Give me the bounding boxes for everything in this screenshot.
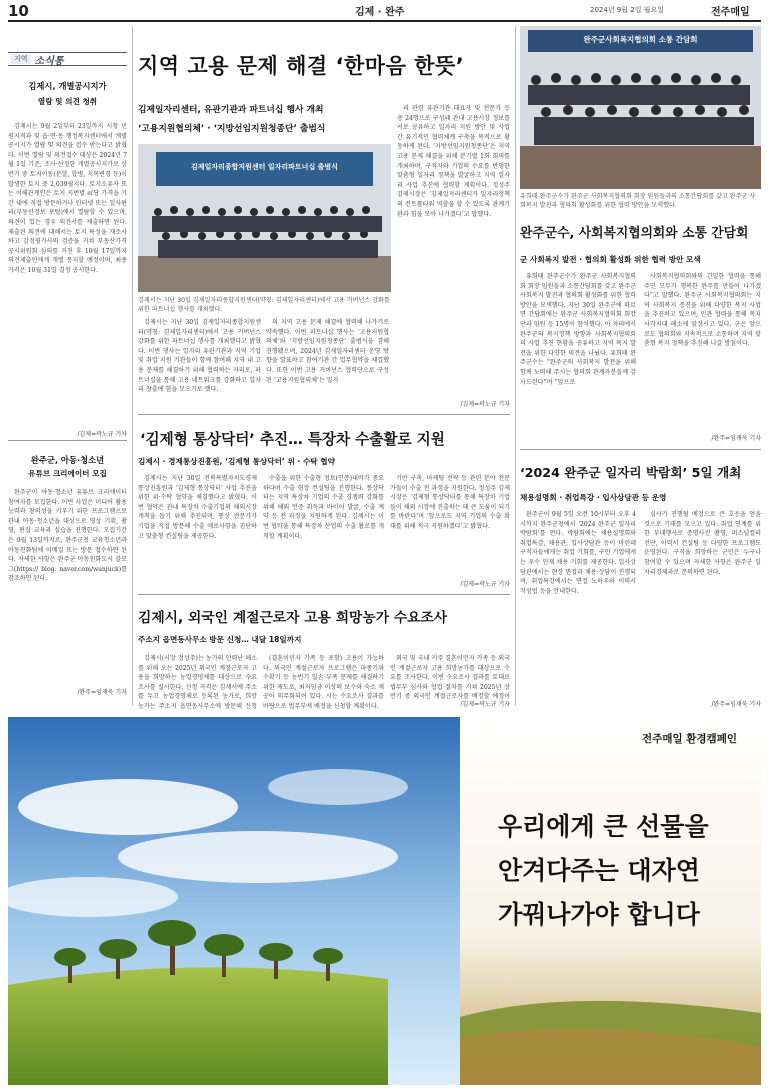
sidebar-story2-body: 완주군이 아동·청소년 유튜브 크리에이터 참여자를 모집한다. 이번 사업은 미디어 활용 능력과 창의성을 키우기 위한 프로그램으로 관내 아동·청소년을 대상으로 영상 기획, 촬영, 편집 교육과 실습을 진행한다. 모집기간은 9월 13일까지로, 완주군청 교육청소년과 아동친화팀에 이메일 또는 방문 접수하면 된다. 자세한 사항은 완주군 아동친화도시 블로그(https:// blog. naver.com/wanjuck)를 참조하면 된다.	[8, 489, 127, 583]
right1-credit: /완주=임재욱 기자	[711, 435, 761, 442]
middle-headline: ‘김제형 통상닥터’ 추진… 특장차 수출활로 지원	[140, 431, 445, 448]
bottom-body-col2: (결혼이민자 가족 등 포함) 고용이 가능하다. 외국인 계절근로자 프로그램은 파종기와 수확기 등 농번기 일손 부족 문제를 해결하기 위한 제도로, 최저임금 이상의 보수와 숙소 제공이 의무화되어 있다. 시는 수요조사 결과를 바탕으로 법무부에 배정을 신청할 계획이다.	[263, 655, 384, 710]
right1-headline: 완주군수, 사회복지협의회와 소통 간담회	[520, 226, 749, 241]
ad-copy-line1: 우리에게 큰 선물을	[498, 812, 709, 841]
main-body-col3: 리 관련 유관기관 대표자 및 전문가 등 총 24명으로 구성돼 관내 고용시장 정보를 서로 공유하고 일자리 지원 방안 및 사업 간 유기적인 협력체계 구축을 목적으로 활동하게 된다. ‘지방선임지원청종단’은 지역 고용 문제 해결을 위해 분기별 1회 회의를 개최하며, 구직자와 기업의 수요를 반영한 맞춤형 일자리 정책을 발굴하고 지역 일자리 사업 추진에 협력할 계획이다. 정성주 김제시장은 ‘김제일자리센터가 일자리정책의 컨트롤타워 역할을 할 수 있도록 관계기관과 힘을 모아 나가겠다’고 말했다.	[397, 105, 510, 218]
right2-credit: /완주=임재욱 기자	[711, 701, 761, 708]
sidebar-tag: 지역	[11, 54, 31, 64]
right1-subhead: 군 사회복지 발전 · 협의회 활성화 위한 협력 방안 모색	[520, 255, 701, 264]
middle-body-col1: 김제시는 지난 30일 전북특별자치도경제통상진흥원과 ‘김제형 통상닥터’ 사업 추진을 위한 위·수탁 협약을 체결했다고 밝혔다. 이번 협약은 관내 특장차 수출기업의 해외시장 개척을 돕기 위해 추진되며, 통상 전문가가 기업을 직접 방문해 수출 애로사항을 진단하고 맞춤형 컨설팅을 제공한다.	[138, 475, 257, 540]
main-credit: /김제=곽노규 기자	[460, 401, 510, 408]
right2-subhead: 채용설명회 · 취업특강 · 입사상담관 등 운영	[520, 493, 667, 502]
middle-divider-bottom	[138, 594, 510, 595]
right2-body-col1: 완주군이 9월 5일 오전 10시부터 오후 4시까지 완주군청에서 ‘2024 완주군 일자리 박람회’를 연다. 박람회에는 채용설명회와 취업특강, 채용관, 입사상담관 등이 마련돼 구직자들에게는 취업 기회를, 구인 기업에게는 우수 인재 채용 기회를 제공한다. 입사상담관에서는 현장 면접과 채용 상담이 진행되며, 취업특강에서는 면접 노하우와 이력서 작성법 등을 안내한다.	[520, 511, 636, 595]
right1-body-col2: 사회복지협의회와의 긴밀한 협력을 통해 주민 모두가 행복한 완주를 만들어 나가겠다”고 말했다. 완주군 사회복지협의회는 지역 사회복지 증진을 위해 다양한 복지 사업을 추진하고 있으며, 민관 협력을 통해 복지 사각지대 해소에 앞장서고 있다. 군은 앞으로도 협의회와 지속적으로 소통하며 지역 맞춤형 복지 정책을 추진해 나갈 방침이다.	[644, 273, 761, 348]
sidebar-story1-headline: 김제시, 개별공시지가	[28, 81, 107, 91]
bottom-headline: 김제시, 외국인 계절근로자 고용 희망농가 수요조사	[138, 610, 448, 626]
masthead: 전주매일	[711, 7, 750, 18]
sidebar-story2-headline: 완주군, 아동·청소년	[30, 455, 105, 465]
header-rule	[8, 20, 761, 22]
main-photo-caption: 김제시는 지난 30일 김제일자리종합지원센터(약칭: 김제일자리센터)에서 고용 거버넌스 강화를 위한 파트너십 행사를 개최했다.	[138, 297, 390, 313]
bottom-body-col1: 김제시(시장 정성주)는 농가의 인력난 해소를 위해 오는 2025년 외국인 계절근로자 고용을 희망하는 농업경영체를 대상으로 수요조사를 실시한다. 신청 자격은 김제시에 주소를 두고 농업경영체로 등록된 농가로, 희망 농가는 주소지 읍면동사무소에 방문해 신청	[138, 655, 257, 710]
main-body-col2: 의 지역 고용 문제 해결에 협력해 나가기로 약속했다. 이번 파트너십 행사는 ‘고용지원협의체’와 ‘지방선임지원청종단’ 출범식을 겸해 진행됐으며, 2024년 김제일자리센터 운영 방향을 발표하고 참여기관 간 업무협약을 체결했다. 또한 이번 고용 거버넌스 협력단으로 구성된 ‘고용지원협의체’는 일자	[266, 319, 389, 384]
sidebar-story2-credit: /완주=임재욱 기자	[77, 689, 127, 696]
middle-body-col3: 기반 구축, 마케팅 전략 등 관련 분야 전문가들이 수출 전 과정을 지원한다. 정성주 김제시장은 ‘김제형 통상닥터를 통해 특장차 기업들이 해외 시장에 진출하는 데 큰 도움이 되기를 바란다’며 ‘앞으로도 지역 기업의 수출 확대를 위해 적극 지원하겠다’고 밝혔다.	[390, 475, 510, 530]
middle-divider-top	[138, 414, 510, 415]
sidebar-divider	[8, 440, 127, 441]
ad-campaign-title: 전주매일 환경캠페인	[642, 733, 737, 745]
main-photo-banner: 김제일자리종합지원센터 일자리파트너십 출범식	[191, 163, 338, 171]
section-title: 김제 · 완주	[355, 7, 405, 18]
page-number: 10	[8, 2, 29, 20]
main-body-col1: 김제시는 지난 30일 김제일자리종합지원센터(약칭: 김제일자리센터)에서 고용 거버넌스 강화를 위한 파트너십 행사를 개최했다고 밝혔다. 이번 행사는 일자리 유관기관과 지역 기업 및 취업 지원 기관들이 함께 참여해 지역 내 고용 문제를 해결하기 위해 협력하는 자리로, 파트너십을 통해 고용 네트워크를 강화하고 일자리 창출에 힘을 모으기로 했다.	[138, 319, 261, 394]
dateline: 2024년 9월 2일 월요일	[590, 6, 664, 14]
sidebar-title: 소식통	[34, 55, 64, 67]
bottom-credit: /김제=곽노규 기자	[460, 701, 510, 708]
right-photo	[520, 26, 761, 189]
column-rule	[132, 26, 133, 706]
sidebar-story2-subhead: 유튜브 크리에이터 모집	[28, 469, 107, 478]
meeting-photo-image	[520, 26, 761, 189]
right2-body-col2: 심사가 진행될 예정으로 큰 호응을 얻을 것으로 기대를 모으고 있다. 취업 연계를 위한 부대행사로 증명사진 촬영, 퍼스널컬러 진단, 이력서 컨설팅 등 다양한 프로그램도 운영된다. 구직을 희망하는 군민은 누구나 참여할 수 있으며 자세한 사항은 완주군 일자리경제과로 문의하면 된다.	[644, 511, 761, 576]
sidebar-story1-credit: /김제=곽노규 기자	[77, 431, 127, 438]
middle-subhead: 김제시 · 경제통상진흥원, ‘김제형 통상닥터’ 위 · 수탁 협약	[138, 457, 335, 466]
sidebar-header	[8, 52, 127, 66]
bottom-subhead: 주소지 읍면동사무소 방문 신청… 내달 18일까지	[138, 635, 302, 644]
main-headline: 지역 고용 문제 해결 ‘한마음 한뜻’	[138, 54, 465, 78]
ad-copy-line2: 안겨다주는 대자연	[498, 856, 700, 885]
middle-credit: /김제=곽노규 기자	[460, 581, 510, 588]
sidebar-story1-body: 김제시는 9월 2일부터 23일까지 시청 민원지적과 및 읍·면·동 행정복지센터에서 개별공시지가 열람 및 의견을 접수 받는다고 밝혔다. 이번 열람 및 의견접수 대상은 2024년 7월 1일 기준, 조사·산정한 개별공시지가로 상반기 중 토지이동(분할, 합병, 지목변경 등)이 발생한 토지 중 2,039필지다. 토지소유자 또는 이해관계인은 토지 지번별 ㎡당 가격을 기간 내에 직접 방문하거나 인터넷 또는 일사편리(부동산정보 포털)에서 열람할 수 있으며, 의견이 있는 경우 의견서를 제출하면 된다. 제출된 의견에 대해서는 토지 특성을 재조사하고 감정평가사의 검증을 거쳐 부동산가격공시위원회 심의를 거친 후 10월 17일까지 의견제출인에게 개별 통지할 예정이며, 최종 가격은 10월 31일 결정 공시한다.	[8, 123, 127, 274]
bottom-body-col3: 외국 및 국내 거주 결혼이민자 가족 등 외국인 계절근로자 고용 희망농가를 대상으로 수요를 조사한다. 이번 수요조사 결과를 토대로 법무부 심사와 협업 절차를 거쳐 2025년 상반기 중 외국인 계절근로자를 배정할 예정이	[390, 655, 510, 700]
right1-body-col1: 유희태 완주군수가 완주군 사회복지협의회 회장 임원들과 소통간담회를 갖고 완주군 사회복지 발전과 협의회 활성화를 위한 협력 방안을 모색했다. 지난 30일 완주군에 따르면 간담회에는 완주군 사회복지협의회 회장단과 임원 등 15명이 참석했다. 이 자리에서 완주군의 복지정책 방향과 사회복지협의회의 사업 추진 현황을 공유하고 지역 복지 발전을 위한 다양한 의견을 나눴다. 유희태 완주군수는 “완주군의 사회복지 발전을 위해 함께 노력해 주시는 협의회 관계자분들께 감사드린다”며 “앞으로	[520, 273, 636, 386]
ad-copy-line3: 가꿔나가야 합니다	[498, 900, 700, 929]
ad-copy	[498, 805, 709, 937]
main-subhead-1: 김제일자리센터, 유관기관과 파트너십 행사 개최	[138, 105, 324, 115]
main-photo	[138, 144, 391, 292]
right-photo-caption: 유희태 완주군수가 완주군 사회복지협의회 회장 임원들과의 소통간담회를 갖고 완주군 사회복지 발전과 협의회 활성화를 위한 협력 방안을 모색했다.	[520, 193, 756, 209]
main-subhead-2: ‘고용지원협의체’ · ‘지방선임지원청종단’ 출범식	[138, 124, 326, 134]
right-divider	[520, 449, 761, 450]
sidebar-story1-subhead: 열람 및 의견 청취	[37, 97, 98, 106]
column-rule-right	[515, 26, 516, 706]
middle-body-col2: 수출을 위한 수출형 정보(인증)내비가 중요하다며 수출 현장 컨설팅을 진행한다. 통상닥터는 지역 특장차 기업의 수출 경쟁력 강화를 위해 해외 인증 취득과 바이어 발굴, 수출 계약 등 전 과정을 지원하게 된다. 김제시는 이번 협약을 통해 특장차 산업의 수출 활로를 개척할 계획이다.	[263, 475, 384, 540]
right-photo-banner: 완주군사회복지협의회 소통 간담회	[583, 35, 698, 44]
right2-headline: ‘2024 완주군 일자리 박람회’ 5일 개최	[520, 465, 742, 480]
